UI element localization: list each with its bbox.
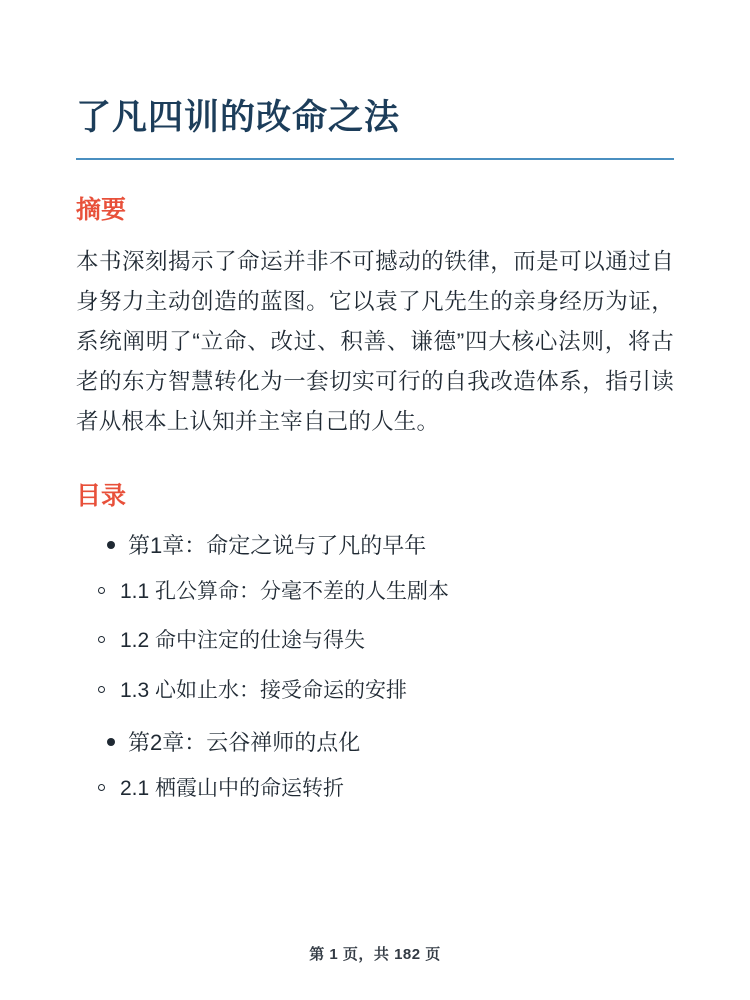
toc-section-1-3[interactable]: 1.3 心如止水：接受命运的安排 bbox=[76, 675, 674, 707]
toc-chapter-2[interactable]: 第2章：云谷禅师的点化 bbox=[76, 726, 674, 759]
toc-chapter-2-sections bbox=[76, 773, 674, 805]
title-divider bbox=[76, 158, 674, 160]
page-footer: 第 1 页，共 182 页 bbox=[309, 946, 441, 963]
table-of-contents bbox=[76, 529, 674, 805]
abstract-heading: 摘要 bbox=[76, 195, 127, 224]
page-title: 了凡四训的改命之法 bbox=[76, 98, 401, 137]
abstract-text: 本书深刻揭示了命运并非不可撼动的铁律，而是可以通过自身努力主动创造的蓝图。它以袁了凡先生的亲身经历为证，系统阐明了“立命、改过、积善、谦德”四大核心法则，将古老的东方智慧转化为一套切实可行的自我改造体系，指引读者从根本上认知并主宰自己的人生。 bbox=[76, 249, 674, 435]
toc-chapter-1[interactable]: 第1章：命定之说与了凡的早年 bbox=[76, 529, 674, 562]
toc-section-1-2[interactable]: 1.2 命中注定的仕途与得失 bbox=[76, 625, 674, 657]
toc-heading: 目录 bbox=[76, 482, 127, 511]
toc-chapter-1-sections bbox=[76, 576, 674, 707]
toc-section-1-1[interactable]: 1.1 孔公算命：分毫不差的人生剧本 bbox=[76, 576, 674, 608]
toc-section-2-1[interactable]: 2.1 栖霞山中的命运转折 bbox=[76, 773, 674, 805]
